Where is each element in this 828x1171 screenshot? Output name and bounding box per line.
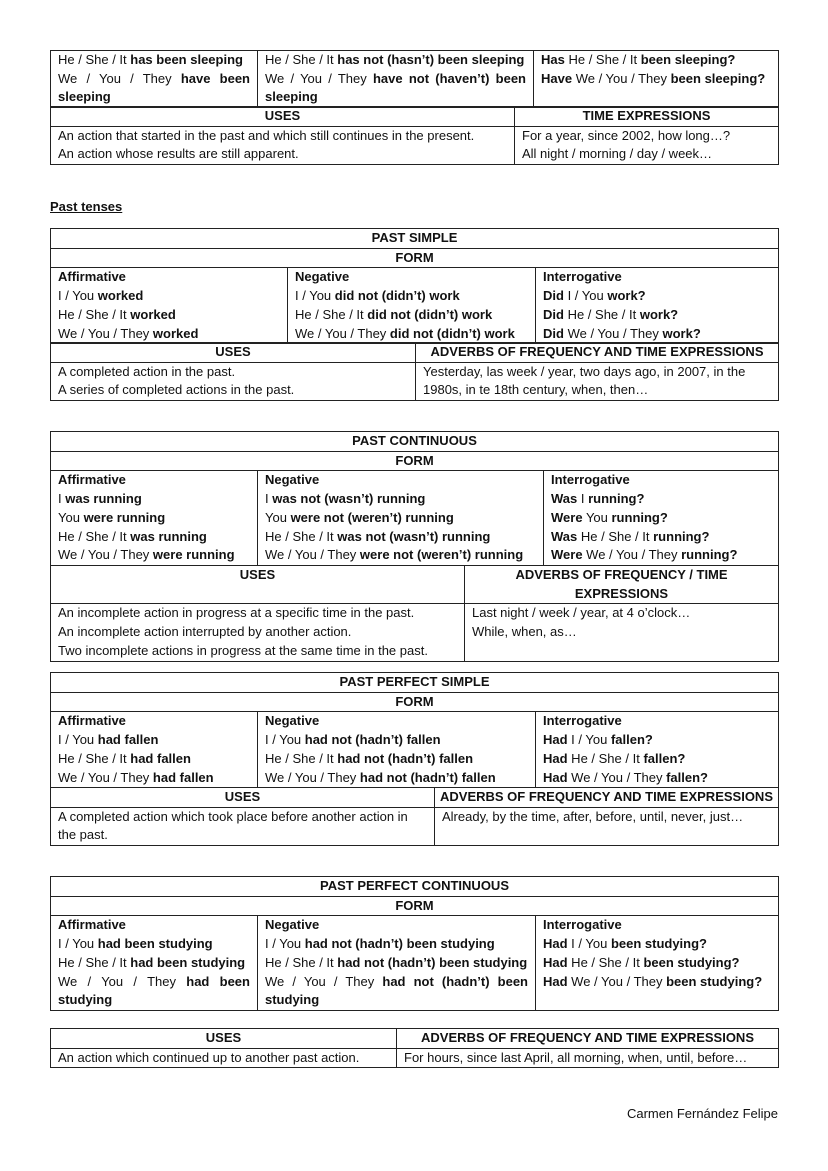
verb-form-bold: had not (hadn’t) been studying xyxy=(265,973,528,1008)
author-name: Carmen Fernández Felipe xyxy=(626,1106,778,1121)
uses-line: A series of completed actions in the past. xyxy=(58,382,295,398)
verb-form-bold: been sleeping? xyxy=(640,52,736,67)
subject-text: We / You / They xyxy=(265,70,373,86)
verb-form-bold: Did xyxy=(543,325,564,341)
subject-text: I / You xyxy=(58,288,98,304)
verb-form-bold: had fallen xyxy=(152,769,214,785)
section-title: Past tenses xyxy=(50,199,123,214)
past-perfect-continuous-uses-table xyxy=(50,1028,779,1068)
adverbs-header: ADVERBS OF FREQUENCY / TIME EXPRESSIONS xyxy=(465,566,779,604)
adverbs-header: ADVERBS OF FREQUENCY AND TIME EXPRESSIONS xyxy=(416,343,779,363)
subject-text: He / She / It xyxy=(563,306,640,322)
form-line xyxy=(58,973,250,1010)
col-header-affirmative: Affirmative xyxy=(51,268,288,287)
col-header-interrogative: Interrogative xyxy=(536,712,779,731)
verb-form-bold: fallen? xyxy=(610,732,653,748)
form-cell xyxy=(258,769,536,788)
subject-text: He / She / It xyxy=(564,52,641,67)
table-title: PAST CONTINUOUS xyxy=(51,432,779,452)
verb-form-bold: had been studying xyxy=(97,936,213,952)
verb-form-bold: Had xyxy=(543,769,568,785)
verb-form-bold: have been sleeping xyxy=(58,70,250,105)
form-line xyxy=(541,71,765,86)
adverbs-line: While, when, as… xyxy=(472,624,577,640)
verb-form-bold: was not (wasn’t) running xyxy=(272,491,426,507)
form-line xyxy=(58,935,250,954)
subject-text: I / You xyxy=(265,936,305,952)
form-line xyxy=(543,935,771,954)
col-header-negative: Negative xyxy=(258,471,544,490)
subject-text: You xyxy=(58,509,84,525)
subject-text: I xyxy=(58,491,66,507)
form-line xyxy=(265,954,528,973)
form-line xyxy=(541,51,771,70)
verb-form-bold: Had xyxy=(543,936,568,952)
verb-form-bold: work? xyxy=(662,325,701,341)
form-line xyxy=(265,935,528,954)
subject-text: I / You xyxy=(567,732,611,748)
past-continuous-uses-table xyxy=(50,565,779,662)
form-cell xyxy=(258,490,544,509)
verb-form-bold: Has xyxy=(541,52,565,67)
verb-form-bold: running? xyxy=(681,547,738,563)
form-cell xyxy=(51,546,258,565)
uses-line: A completed action in the past. xyxy=(58,363,236,379)
adverbs-cell xyxy=(397,1048,779,1068)
form-header: FORM xyxy=(51,451,779,471)
form-line xyxy=(265,51,526,70)
subject-text: We / You / They xyxy=(563,325,663,341)
subject-text: He / She / It xyxy=(577,528,654,544)
form-header: FORM xyxy=(51,248,779,268)
subject-text: I / You xyxy=(295,288,335,304)
subject-text: I / You xyxy=(265,732,305,748)
verb-form-bold: Were xyxy=(551,547,583,563)
adverbs-header: ADVERBS OF FREQUENCY AND TIME EXPRESSIONS xyxy=(397,1029,779,1049)
adverbs-line: For hours, since last April, all morning, when, until, before… xyxy=(404,1049,748,1065)
subject-text: He / She / It xyxy=(58,750,131,766)
past-simple-table xyxy=(50,228,779,344)
verb-form-bold: Was xyxy=(551,528,578,544)
verb-form-bold: been studying? xyxy=(643,954,740,970)
form-cell xyxy=(536,750,779,769)
verb-form-bold: were running xyxy=(152,547,235,563)
form-line xyxy=(58,954,250,973)
ppc-interrogative-cell xyxy=(534,51,779,108)
subject-text: He / She / It xyxy=(265,954,338,970)
present-perfect-continuous-table xyxy=(50,50,779,108)
uses-header: USES xyxy=(51,566,465,604)
subject-text: He / She / It xyxy=(567,954,644,970)
form-cell xyxy=(536,287,779,306)
form-line xyxy=(58,71,250,105)
subject-text: We / You / They xyxy=(567,973,667,989)
verb-form-bold: work? xyxy=(639,306,679,322)
form-cell xyxy=(51,490,258,509)
time-line: All night / morning / day / week… xyxy=(522,146,713,162)
verb-form-bold: did not (didn’t) work xyxy=(389,325,515,341)
verb-form-bold: worked xyxy=(97,288,144,304)
form-cell xyxy=(536,769,779,788)
adverbs-cell xyxy=(465,604,779,661)
subject-text: You xyxy=(265,509,291,525)
form-cell xyxy=(51,528,258,547)
subject-text: We / You / They xyxy=(265,547,360,563)
verb-form-bold: Had xyxy=(543,750,568,766)
verb-form-bold: was running xyxy=(130,528,207,544)
verb-form-bold: has not (hasn’t) been sleeping xyxy=(337,52,525,67)
verb-form-bold: had not (hadn’t) been studying xyxy=(337,954,528,970)
verb-form-bold: has been sleeping xyxy=(130,52,243,67)
subject-text: We / You / They xyxy=(567,769,667,785)
form-cell xyxy=(258,750,536,769)
form-cell xyxy=(288,287,536,306)
verb-form-bold: have not (haven’t) been sleeping xyxy=(265,70,526,105)
table-title: PAST SIMPLE xyxy=(51,229,779,249)
form-cell xyxy=(51,325,288,344)
subject-text: I / You xyxy=(563,288,608,304)
verb-form-bold: Did xyxy=(543,306,564,322)
form-cell xyxy=(51,731,258,750)
subject-text: We / You / They xyxy=(582,547,682,563)
form-cell xyxy=(288,306,536,325)
verb-form-bold: Had xyxy=(543,732,568,748)
verb-form-bold: Was xyxy=(551,491,578,507)
col-header-negative: Negative xyxy=(265,917,320,933)
verb-form-bold: Had xyxy=(543,973,568,989)
time-expressions-cell xyxy=(515,126,779,164)
uses-line: An incomplete action in progress at a specific time in the past. xyxy=(58,605,415,621)
verb-form-bold: work? xyxy=(607,288,646,304)
form-header: FORM xyxy=(51,896,779,916)
verb-form-bold: fallen? xyxy=(666,769,708,785)
ppc-affirmative-cell xyxy=(51,51,258,108)
ppc-negative-cell xyxy=(258,51,534,108)
verb-form-bold: running? xyxy=(611,509,668,525)
ppc-uses-table xyxy=(50,106,779,165)
form-cell xyxy=(536,306,779,325)
uses-header: USES xyxy=(51,107,515,127)
verb-form-bold: had not (hadn’t) fallen xyxy=(337,750,474,766)
adverbs-header: ADVERBS OF FREQUENCY AND TIME EXPRESSIONS xyxy=(435,788,779,808)
verb-form-bold: been studying? xyxy=(610,936,707,952)
form-cell xyxy=(544,490,779,509)
subject-text: I / You xyxy=(58,936,98,952)
past-perfect-simple-uses-table xyxy=(50,787,779,846)
verb-form-bold: Had xyxy=(543,954,568,970)
col-header-affirmative: Affirmative xyxy=(51,471,258,490)
affirmative-column xyxy=(51,916,258,1011)
past-continuous-table xyxy=(50,431,779,566)
verb-form-bold: had been studying xyxy=(58,973,250,1008)
verb-form-bold: Were xyxy=(551,509,583,525)
form-cell xyxy=(288,325,536,344)
form-cell xyxy=(544,546,779,565)
form-cell xyxy=(258,509,544,528)
subject-text: He / She / It xyxy=(265,750,338,766)
col-header-negative: Negative xyxy=(258,712,536,731)
subject-text: You xyxy=(582,509,612,525)
form-header: FORM xyxy=(51,692,779,712)
verb-form-bold: Have xyxy=(541,70,573,86)
form-cell xyxy=(258,731,536,750)
verb-form-bold: was not (wasn’t) running xyxy=(337,528,491,544)
verb-form-bold: running? xyxy=(653,528,710,544)
uses-cell xyxy=(51,604,465,661)
uses-cell xyxy=(51,362,416,400)
verb-form-bold: did not (didn’t) work xyxy=(334,288,460,304)
form-line xyxy=(265,973,528,1010)
col-header-affirmative: Affirmative xyxy=(51,712,258,731)
verb-form-bold: fallen? xyxy=(643,750,686,766)
uses-line: An action that started in the past and which still continues in the present. xyxy=(58,127,475,143)
subject-text: We / You / They xyxy=(58,325,153,341)
uses-cell xyxy=(51,126,515,164)
form-cell xyxy=(51,306,288,325)
adverbs-cell: Yesterday, las week / year, two days ago, in 2007, in the 1980s, in te 18th century, when, then… xyxy=(416,362,779,400)
verb-form-bold: had fallen xyxy=(130,750,191,766)
past-perfect-continuous-table xyxy=(50,876,779,1011)
col-header-negative: Negative xyxy=(288,268,536,287)
subject-text: He / She / It xyxy=(295,306,368,322)
verb-form-bold: had not (hadn’t) fallen xyxy=(304,732,441,748)
verb-form-bold: were not (weren’t) running xyxy=(290,509,454,525)
interrogative-column xyxy=(536,916,779,1011)
uses-header: USES xyxy=(51,788,435,808)
verb-form-bold: had been studying xyxy=(130,954,246,970)
verb-form-bold: were not (weren’t) running xyxy=(359,547,524,563)
uses-line: An action which continued up to another past action. xyxy=(58,1049,360,1065)
col-header-interrogative: Interrogative xyxy=(536,268,779,287)
subject-text: I xyxy=(577,491,589,507)
verb-form-bold: worked xyxy=(152,325,199,341)
subject-text: We / You / They xyxy=(58,973,187,989)
form-line xyxy=(543,954,771,973)
subject-text: He / She / It xyxy=(58,306,131,322)
verb-form-bold: had not (hadn’t) been studying xyxy=(304,936,495,952)
negative-column xyxy=(258,916,536,1011)
verb-form-bold: had not (hadn’t) fallen xyxy=(359,769,496,785)
adverbs-line: Last night / week / year, at 4 o’clock… xyxy=(472,605,691,621)
subject-text: I / You xyxy=(567,936,611,952)
form-cell xyxy=(51,769,258,788)
form-cell xyxy=(544,528,779,547)
subject-text: We / You / They xyxy=(58,769,153,785)
subject-text: I / You xyxy=(58,732,98,748)
form-cell xyxy=(51,287,288,306)
subject-text: I xyxy=(265,491,273,507)
form-cell xyxy=(544,509,779,528)
subject-text: We / You / They xyxy=(265,973,383,989)
form-cell xyxy=(258,528,544,547)
uses-cell: A completed action which took place before another action in the past. xyxy=(51,807,435,845)
form-line xyxy=(58,51,250,70)
table-title: PAST PERFECT CONTINUOUS xyxy=(51,877,779,897)
form-cell xyxy=(536,731,779,750)
past-simple-uses-table xyxy=(50,342,779,401)
verb-form-bold: did not (didn’t) work xyxy=(367,306,493,322)
subject-text: He / She / It xyxy=(265,52,338,67)
subject-text: We / You / They xyxy=(58,547,153,563)
form-cell xyxy=(51,509,258,528)
uses-line: An action whose results are still apparent. xyxy=(58,146,299,162)
col-header-affirmative: Affirmative xyxy=(58,917,126,933)
form-cell xyxy=(536,325,779,344)
subject-text: We / You / They xyxy=(295,325,390,341)
subject-text: He / She / It xyxy=(58,954,131,970)
col-header-interrogative: Interrogative xyxy=(544,471,779,490)
verb-form-bold: been studying? xyxy=(666,973,763,989)
subject-text: We / You / They xyxy=(265,769,360,785)
uses-header: USES xyxy=(51,343,416,363)
table-title: PAST PERFECT SIMPLE xyxy=(51,673,779,693)
verb-form-bold: running? xyxy=(588,491,645,507)
verb-form-bold: Did xyxy=(543,288,564,304)
uses-line: Two incomplete actions in progress at the same time in the past. xyxy=(58,642,428,658)
subject-text: We / You / They xyxy=(572,70,671,86)
past-perfect-simple-table xyxy=(50,672,779,788)
verb-form-bold: been sleeping? xyxy=(670,70,766,86)
form-line xyxy=(265,71,526,105)
form-cell xyxy=(258,546,544,565)
verb-form-bold: had fallen xyxy=(97,732,159,748)
col-header-interrogative: Interrogative xyxy=(543,917,622,933)
verb-form-bold: were running xyxy=(83,509,166,525)
verb-form-bold: was running xyxy=(65,491,142,507)
time-line: For a year, since 2002, how long…? xyxy=(522,127,731,143)
adverbs-cell: Already, by the time, after, before, until, never, just… xyxy=(435,807,779,845)
subject-text: He / She / It xyxy=(567,750,644,766)
uses-line: An incomplete action interrupted by another action. xyxy=(58,624,352,640)
form-line xyxy=(543,973,771,992)
subject-text: He / She / It xyxy=(58,528,131,544)
verb-form-bold: worked xyxy=(130,306,176,322)
subject-text: We / You / They xyxy=(58,70,181,86)
subject-text: He / She / It xyxy=(265,528,338,544)
time-expressions-header: TIME EXPRESSIONS xyxy=(515,107,779,127)
uses-cell xyxy=(51,1048,397,1068)
form-cell xyxy=(51,750,258,769)
uses-header: USES xyxy=(51,1029,397,1049)
subject-text: He / She / It xyxy=(58,52,131,67)
